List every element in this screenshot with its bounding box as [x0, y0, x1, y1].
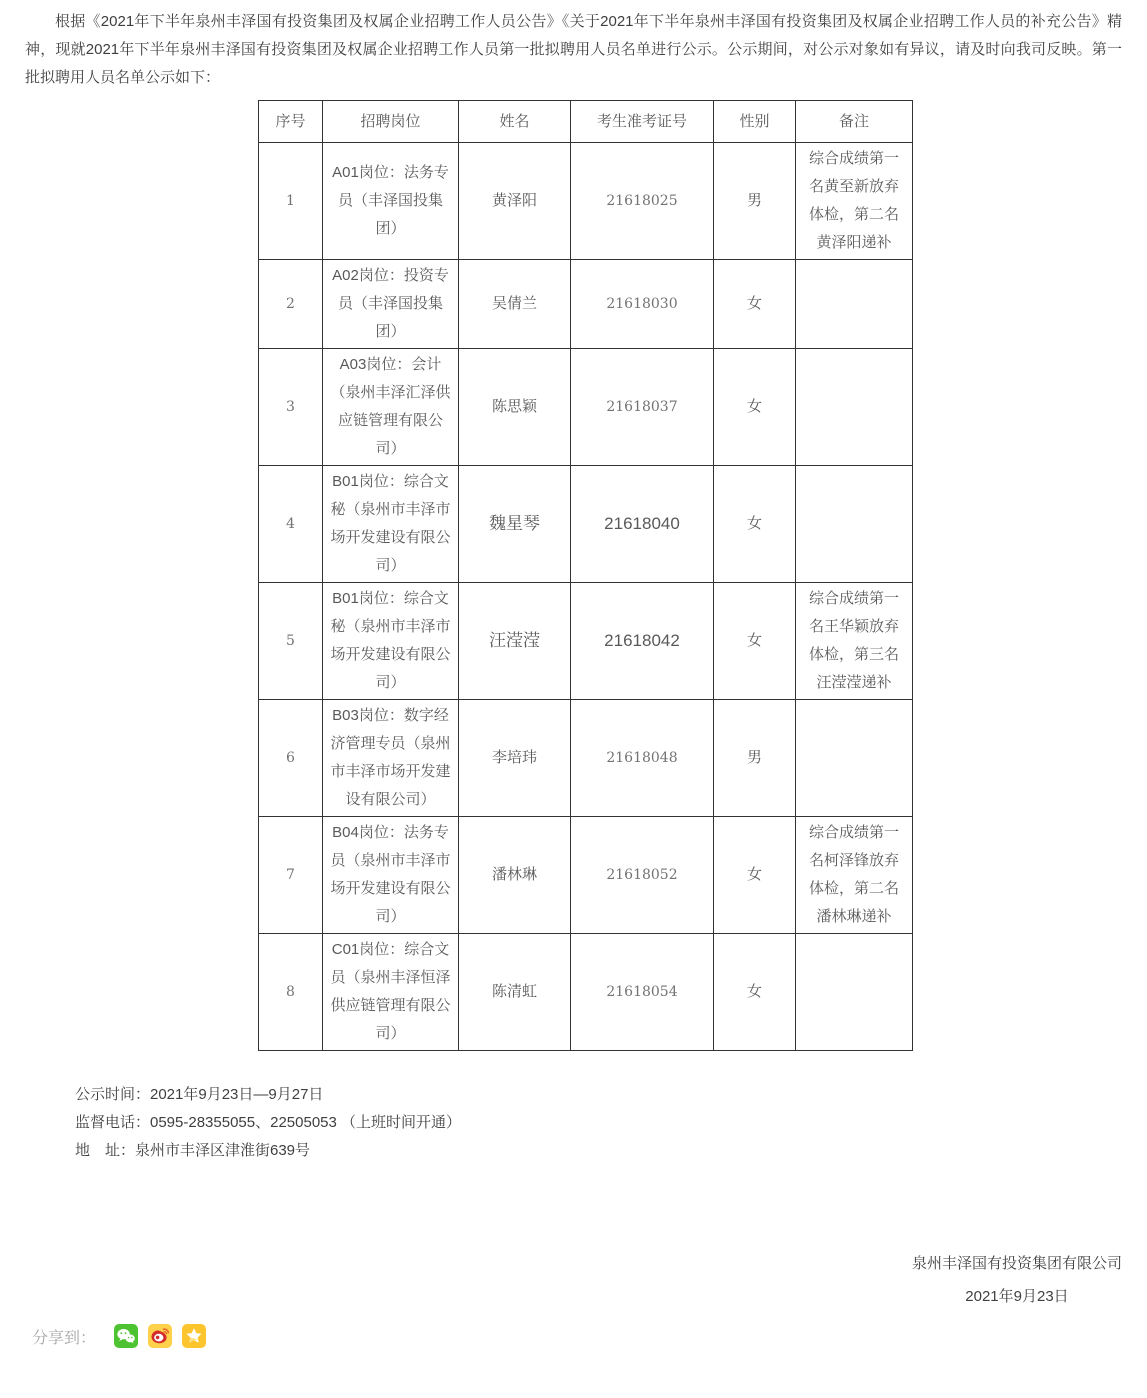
cell-exam-id: 21618025: [571, 143, 714, 260]
cell-no: 3: [259, 349, 323, 466]
cell-remark: 综合成绩第一名柯泽锋放弃体检，第二名潘林琳递补: [796, 817, 913, 934]
wechat-share-icon[interactable]: [114, 1324, 138, 1348]
cell-name: 吴倩兰: [459, 260, 571, 349]
cell-name: 黄泽阳: [459, 143, 571, 260]
cell-position: B01岗位：综合文秘（泉州市丰泽市场开发建设有限公司）: [323, 583, 459, 700]
cell-no: 4: [259, 466, 323, 583]
column-header-position: 招聘岗位: [323, 101, 459, 143]
cell-exam-id: 21618048: [571, 700, 714, 817]
cell-position: A03岗位：会计（泉州丰泽汇泽供应链管理有限公司）: [323, 349, 459, 466]
table-row: [259, 466, 913, 583]
cell-no: 2: [259, 260, 323, 349]
cell-name: 李培玮: [459, 700, 571, 817]
table-row: [259, 143, 913, 260]
cell-no: 6: [259, 700, 323, 817]
cell-gender: 女: [714, 934, 796, 1051]
cell-position: B01岗位：综合文秘（泉州市丰泽市场开发建设有限公司）: [323, 466, 459, 583]
table-row: [259, 817, 913, 934]
cell-no: 7: [259, 817, 323, 934]
cell-exam-id: 21618054: [571, 934, 714, 1051]
cell-gender: 女: [714, 817, 796, 934]
cell-exam-id: 21618037: [571, 349, 714, 466]
signature-block: [0, 1250, 1122, 1311]
table-row: [259, 349, 913, 466]
table-row: [259, 583, 913, 700]
signature-company: 泉州丰泽国有投资集团有限公司: [911, 1255, 1122, 1272]
table-row: [259, 934, 913, 1051]
column-header-exam-id: 考生准考证号: [571, 101, 714, 143]
signature-date: 2021年9月23日: [965, 1288, 1069, 1305]
footer-info: [75, 1081, 1122, 1165]
cell-name: 汪滢滢: [459, 583, 571, 700]
cell-gender: 男: [714, 143, 796, 260]
cell-gender: 女: [714, 260, 796, 349]
share-bar: [32, 1324, 216, 1348]
column-header-no: 序号: [259, 101, 323, 143]
table-body: [259, 143, 913, 1051]
cell-remark: [796, 466, 913, 583]
cell-remark: [796, 700, 913, 817]
cell-remark: 综合成绩第一名王华颖放弃体检，第三名汪滢滢递补: [796, 583, 913, 700]
publicity-period: 公示时间：2021年9月23日—9月27日: [75, 1086, 324, 1103]
table-header: [259, 101, 913, 143]
cell-gender: 男: [714, 700, 796, 817]
table-row: [259, 260, 913, 349]
supervision-phone: 监督电话：0595-28355055、22505053 （上班时间开通）: [75, 1114, 462, 1131]
cell-name: 陈清虹: [459, 934, 571, 1051]
cell-gender: 女: [714, 583, 796, 700]
cell-name: 陈思颖: [459, 349, 571, 466]
column-header-gender: 性别: [714, 101, 796, 143]
column-header-name: 姓名: [459, 101, 571, 143]
cell-position: C01岗位：综合文员（泉州丰泽恒泽供应链管理有限公司）: [323, 934, 459, 1051]
qzone-share-icon[interactable]: [182, 1324, 206, 1348]
cell-no: 1: [259, 143, 323, 260]
cell-remark: [796, 934, 913, 1051]
cell-exam-id: 21618042: [571, 583, 714, 700]
cell-name: 魏星琴: [459, 466, 571, 583]
address: 地 址：泉州市丰泽区津淮街639号: [75, 1142, 311, 1159]
hiring-table: [258, 100, 913, 1051]
share-label: 分享到：: [32, 1329, 97, 1347]
column-header-remark: 备注: [796, 101, 913, 143]
header-row: [259, 101, 913, 143]
cell-gender: 女: [714, 349, 796, 466]
intro-paragraph: 根据《2021年下半年泉州丰泽国有投资集团及权属企业招聘工作人员公告》《关于2021年下半年泉州丰泽国有投资集团及权属企业招聘工作人员的补充公告》精神，现就2021年下半年泉州丰泽国有投资集团及权属企业招聘工作人员第一批拟聘用人员名单进行公示。公示期间，对公示对象如有异议，请及时向我司反映。第一批拟聘用人员名单公示如下：: [25, 13, 1122, 86]
table-row: [259, 700, 913, 817]
cell-exam-id: 21618040: [571, 466, 714, 583]
cell-position: B03岗位：数字经济管理专员（泉州市丰泽市场开发建设有限公司）: [323, 700, 459, 817]
cell-position: A02岗位：投资专员（丰泽国投集团）: [323, 260, 459, 349]
cell-no: 8: [259, 934, 323, 1051]
cell-name: 潘林琳: [459, 817, 571, 934]
cell-no: 5: [259, 583, 323, 700]
cell-position: B04岗位：法务专员（泉州市丰泽市场开发建设有限公司）: [323, 817, 459, 934]
cell-exam-id: 21618052: [571, 817, 714, 934]
cell-remark: 综合成绩第一名黄至新放弃体检，第二名黄泽阳递补: [796, 143, 913, 260]
cell-remark: [796, 349, 913, 466]
cell-gender: 女: [714, 466, 796, 583]
weibo-share-icon[interactable]: [148, 1324, 172, 1348]
cell-remark: [796, 260, 913, 349]
cell-exam-id: 21618030: [571, 260, 714, 349]
cell-position: A01岗位：法务专员（丰泽国投集团）: [323, 143, 459, 260]
